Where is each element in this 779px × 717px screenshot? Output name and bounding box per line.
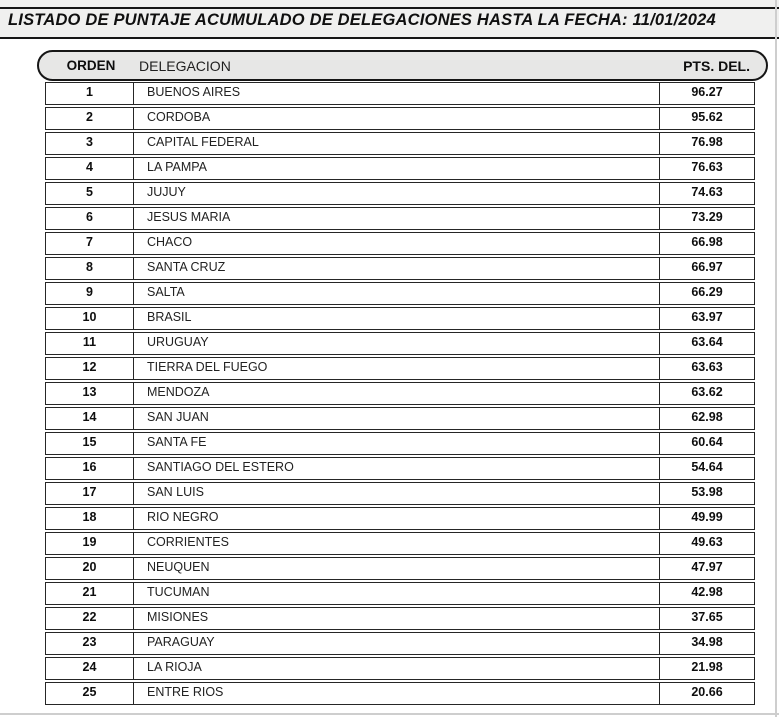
delegacion-cell: SAN LUIS bbox=[134, 483, 660, 504]
table-row bbox=[45, 332, 755, 355]
title-band bbox=[0, 0, 779, 39]
pts-cell: 47.97 bbox=[691, 560, 723, 574]
delegacion-cell: BRASIL bbox=[134, 308, 660, 329]
orden-cell: 14 bbox=[46, 408, 134, 429]
delegacion-cell: SALTA bbox=[134, 283, 660, 304]
pts-cell: 20.66 bbox=[691, 685, 723, 699]
table-row bbox=[45, 657, 755, 680]
delegacion-cell: BUENOS AIRES bbox=[134, 83, 660, 104]
page-title: LISTADO DE PUNTAJE ACUMULADO DE DELEGACIONES HASTA LA FECHA: 11/01/2024 bbox=[8, 11, 716, 29]
orden-cell: 4 bbox=[46, 158, 134, 179]
header-orden: ORDEN bbox=[66, 58, 116, 73]
orden-cell: 13 bbox=[46, 383, 134, 404]
delegacion-cell: CHACO bbox=[134, 233, 660, 254]
pts-cell: 95.62 bbox=[691, 110, 723, 124]
orden-cell: 1 bbox=[46, 83, 134, 104]
delegacion-cell: TIERRA DEL FUEGO bbox=[134, 358, 660, 379]
delegacion-cell: JUJUY bbox=[134, 183, 660, 204]
table-row bbox=[45, 482, 755, 505]
delegacion-cell: SANTA CRUZ bbox=[134, 258, 660, 279]
orden-cell: 12 bbox=[46, 358, 134, 379]
table-row bbox=[45, 432, 755, 455]
delegacion-cell: SANTIAGO DEL ESTERO bbox=[134, 458, 660, 479]
pts-cell: 42.98 bbox=[691, 585, 723, 599]
pts-cell: 62.98 bbox=[691, 410, 723, 424]
orden-cell: 7 bbox=[46, 233, 134, 254]
pts-cell: 60.64 bbox=[691, 435, 723, 449]
delegacion-cell: JESUS MARIA bbox=[134, 208, 660, 229]
orden-cell: 9 bbox=[46, 283, 134, 304]
delegacion-cell: SANTA FE bbox=[134, 433, 660, 454]
table-row bbox=[45, 682, 755, 705]
orden-cell: 16 bbox=[46, 458, 134, 479]
orden-cell: 23 bbox=[46, 633, 134, 654]
orden-cell: 22 bbox=[46, 608, 134, 629]
delegacion-cell: TUCUMAN bbox=[134, 583, 660, 604]
orden-cell: 11 bbox=[46, 333, 134, 354]
delegacion-cell: PARAGUAY bbox=[134, 633, 660, 654]
pts-cell: 66.97 bbox=[691, 260, 723, 274]
orden-cell: 25 bbox=[46, 683, 134, 704]
title-rule-top bbox=[0, 7, 779, 9]
table-row bbox=[45, 182, 755, 205]
table-row bbox=[45, 407, 755, 430]
orden-cell: 19 bbox=[46, 533, 134, 554]
pts-cell: 63.63 bbox=[691, 360, 723, 374]
table-row bbox=[45, 307, 755, 330]
header-delegacion: DELEGACION bbox=[139, 58, 231, 74]
delegacion-cell: RIO NEGRO bbox=[134, 508, 660, 529]
delegacion-cell: SAN JUAN bbox=[134, 408, 660, 429]
pts-cell: 96.27 bbox=[691, 85, 723, 99]
pts-cell: 63.64 bbox=[691, 335, 723, 349]
orden-cell: 24 bbox=[46, 658, 134, 679]
table-row bbox=[45, 532, 755, 555]
table-row bbox=[45, 457, 755, 480]
table-row bbox=[45, 582, 755, 605]
pts-cell: 21.98 bbox=[691, 660, 723, 674]
table-row bbox=[45, 232, 755, 255]
table-row bbox=[45, 632, 755, 655]
header-pts: PTS. DEL. bbox=[683, 58, 750, 74]
table-row bbox=[45, 157, 755, 180]
table-row bbox=[45, 382, 755, 405]
orden-cell: 10 bbox=[46, 308, 134, 329]
table-row bbox=[45, 132, 755, 155]
delegacion-cell: ENTRE RIOS bbox=[134, 683, 660, 704]
orden-cell: 18 bbox=[46, 508, 134, 529]
table-row bbox=[45, 282, 755, 305]
table-row bbox=[45, 607, 755, 630]
page-bottom-border bbox=[0, 713, 779, 715]
pts-cell: 49.63 bbox=[691, 535, 723, 549]
delegacion-cell: CAPITAL FEDERAL bbox=[134, 133, 660, 154]
pts-cell: 37.65 bbox=[691, 610, 723, 624]
table-header bbox=[37, 50, 768, 81]
table-row bbox=[45, 507, 755, 530]
table-row bbox=[45, 357, 755, 380]
table-body bbox=[45, 82, 755, 707]
title-rule-bottom bbox=[0, 37, 779, 39]
pts-cell: 74.63 bbox=[691, 185, 723, 199]
pts-cell: 63.97 bbox=[691, 310, 723, 324]
orden-cell: 17 bbox=[46, 483, 134, 504]
orden-cell: 2 bbox=[46, 108, 134, 129]
pts-cell: 66.98 bbox=[691, 235, 723, 249]
table-row bbox=[45, 107, 755, 130]
delegacion-cell: CORRIENTES bbox=[134, 533, 660, 554]
orden-cell: 5 bbox=[46, 183, 134, 204]
table-row bbox=[45, 82, 755, 105]
pts-cell: 66.29 bbox=[691, 285, 723, 299]
orden-cell: 6 bbox=[46, 208, 134, 229]
table-row bbox=[45, 207, 755, 230]
delegacion-cell: LA RIOJA bbox=[134, 658, 660, 679]
pts-cell: 53.98 bbox=[691, 485, 723, 499]
pts-cell: 73.29 bbox=[691, 210, 723, 224]
table-row bbox=[45, 557, 755, 580]
orden-cell: 20 bbox=[46, 558, 134, 579]
orden-cell: 15 bbox=[46, 433, 134, 454]
pts-cell: 76.98 bbox=[691, 135, 723, 149]
orden-cell: 21 bbox=[46, 583, 134, 604]
page-right-border bbox=[775, 0, 777, 717]
pts-cell: 63.62 bbox=[691, 385, 723, 399]
table-row bbox=[45, 257, 755, 280]
delegacion-cell: MISIONES bbox=[134, 608, 660, 629]
delegacion-cell: NEUQUEN bbox=[134, 558, 660, 579]
pts-cell: 54.64 bbox=[691, 460, 723, 474]
orden-cell: 8 bbox=[46, 258, 134, 279]
delegacion-cell: CORDOBA bbox=[134, 108, 660, 129]
delegacion-cell: LA PAMPA bbox=[134, 158, 660, 179]
orden-cell: 3 bbox=[46, 133, 134, 154]
pts-cell: 49.99 bbox=[691, 510, 723, 524]
pts-cell: 76.63 bbox=[691, 160, 723, 174]
delegacion-cell: URUGUAY bbox=[134, 333, 660, 354]
delegacion-cell: MENDOZA bbox=[134, 383, 660, 404]
pts-cell: 34.98 bbox=[691, 635, 723, 649]
